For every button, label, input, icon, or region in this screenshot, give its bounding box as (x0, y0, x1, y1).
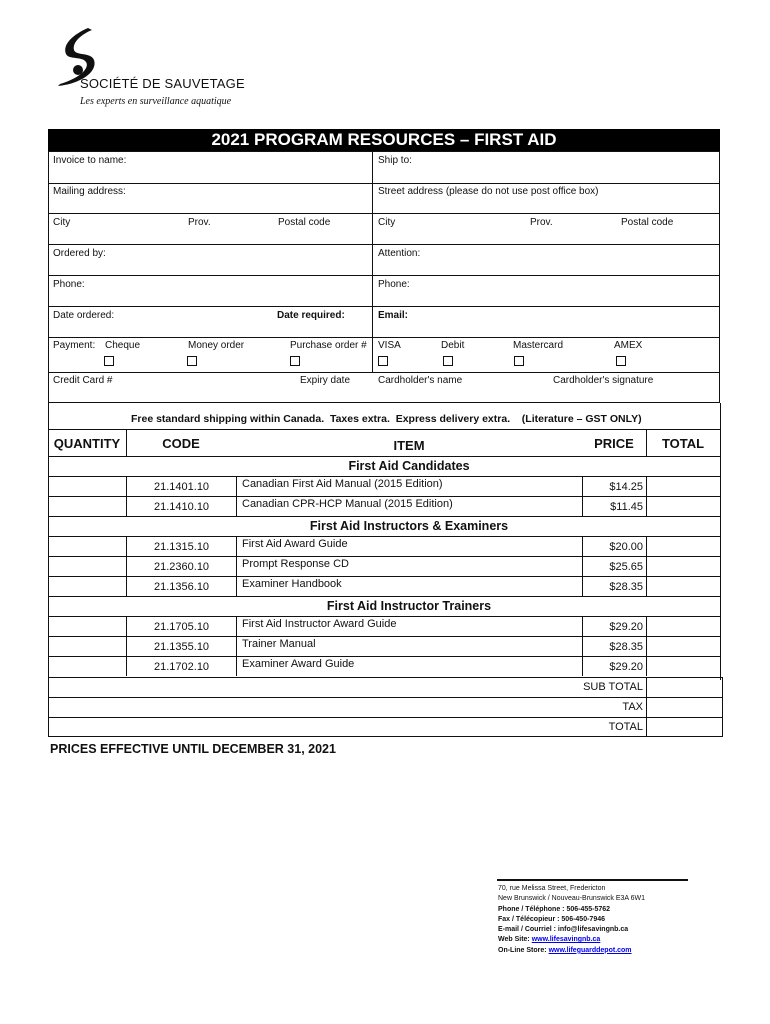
quantity-input[interactable] (48, 536, 126, 556)
cardholder-signature-field[interactable]: Cardholder's signature (553, 375, 654, 386)
item-name: Examiner Handbook (242, 578, 342, 590)
ship-to-field[interactable]: Ship to: (378, 155, 412, 166)
phone-field[interactable]: Phone: (53, 279, 85, 290)
quantity-input[interactable] (48, 656, 126, 676)
city-field[interactable]: City (53, 217, 71, 228)
mastercard-label: Mastercard (513, 340, 564, 351)
quantity-input[interactable] (48, 636, 126, 656)
ship-postal-code-field[interactable]: Postal code (621, 217, 674, 228)
item-price: $28.35 (609, 581, 643, 593)
ship-city-field[interactable]: City (378, 217, 396, 228)
item-code: 21.1355.10 (154, 641, 210, 653)
item-price: $25.65 (609, 561, 643, 573)
date-required-field[interactable]: Date required: (277, 310, 345, 321)
contact-email: E-mail / Courriel : info@lifesavingnb.ca (498, 926, 629, 934)
item-price: $28.35 (609, 641, 643, 653)
line-total-input[interactable] (646, 616, 720, 636)
item-code: 21.1705.10 (154, 621, 210, 633)
line-total-input[interactable] (646, 476, 720, 496)
contact-block (498, 884, 645, 956)
page-title: 2021 PROGRAM RESOURCES – FIRST AID (211, 130, 557, 149)
contact-address-2: New Brunswick / Nouveau-Brunswick E3A 6W1 (498, 895, 646, 903)
online-store-label: On-Line Store: (498, 946, 549, 954)
section-title: First Aid Instructor Trainers (326, 599, 492, 613)
postal-code-field[interactable]: Postal code (278, 217, 331, 228)
quantity-input[interactable] (48, 476, 126, 496)
contact-phone: Phone / Téléphone : 506-455-5762 (498, 905, 611, 913)
money-order-label: Money order (188, 340, 245, 351)
item-name: Canadian First Aid Manual (2015 Edition) (242, 478, 443, 490)
item-code: 21.1401.10 (154, 481, 210, 493)
ordered-by-field[interactable]: Ordered by: (53, 248, 106, 259)
visa-checkbox[interactable] (378, 356, 388, 366)
logo-tagline: Les experts en surveillance aquatique (80, 96, 232, 107)
visa-label: VISA (378, 340, 401, 351)
web-site-link[interactable]: www.lifesavingnb.ca (531, 936, 601, 944)
cheque-checkbox[interactable] (104, 356, 114, 366)
invoice-to-field[interactable]: Invoice to name: (53, 155, 127, 166)
line-total-input[interactable] (646, 496, 720, 516)
shipping-note: Free standard shipping within Canada. Taxes extra. Express delivery extra. (Literature – GST ONLY) (131, 413, 642, 425)
tax-label: TAX (622, 701, 643, 713)
item-price: $20.00 (609, 541, 643, 553)
ship-prov-field[interactable]: Prov. (530, 217, 553, 228)
expiry-date-field[interactable]: Expiry date (300, 375, 351, 386)
item-code: 21.1410.10 (154, 501, 210, 513)
debit-checkbox[interactable] (443, 356, 453, 366)
payment-label: Payment: (53, 340, 96, 351)
item-name: Trainer Manual (242, 638, 316, 650)
line-total-input[interactable] (646, 556, 720, 576)
item-name: Canadian CPR-HCP Manual (2015 Edition) (242, 498, 453, 510)
quantity-input[interactable] (48, 496, 126, 516)
cheque-label: Cheque (105, 340, 141, 351)
item-code: 21.1315.10 (154, 541, 210, 553)
section-title: First Aid Candidates (348, 459, 470, 473)
item-price: $29.20 (609, 621, 643, 633)
purchase-order-label: Purchase order # (290, 340, 367, 351)
item-price: $29.20 (609, 661, 643, 673)
amex-label: AMEX (614, 340, 643, 351)
purchase-order-checkbox[interactable] (290, 356, 300, 366)
mastercard-checkbox[interactable] (514, 356, 524, 366)
item-code: 21.1702.10 (154, 661, 210, 673)
col-header-total: TOTAL (661, 436, 705, 451)
col-header-price: PRICE (594, 436, 634, 451)
web-site-label: Web Site: (498, 936, 532, 944)
line-total-input[interactable] (646, 636, 720, 656)
mailing-address-field[interactable]: Mailing address: (53, 186, 126, 197)
item-price: $14.25 (609, 481, 643, 493)
email-field[interactable]: Email: (378, 310, 409, 321)
logo (48, 26, 245, 114)
logo-org-name: SOCIÉTÉ DE SAUVETAGE (80, 76, 245, 91)
cardholder-name-field[interactable]: Cardholder's name (378, 375, 463, 386)
amex-checkbox[interactable] (616, 356, 626, 366)
attention-field[interactable]: Attention: (378, 248, 421, 259)
online-store-link[interactable]: www.lifeguarddepot.com (548, 946, 632, 954)
date-ordered-field[interactable]: Date ordered: (53, 310, 115, 321)
line-total-input[interactable] (646, 536, 720, 556)
contact-address-1: 70, rue Melissa Street, Fredericton (498, 885, 606, 892)
item-price: $11.45 (610, 501, 643, 513)
line-total-input[interactable] (646, 656, 720, 676)
col-header-item: ITEM (393, 438, 425, 453)
item-name: Prompt Response CD (242, 558, 349, 570)
contact-rule (497, 879, 688, 881)
quantity-input[interactable] (48, 616, 126, 636)
prov-field[interactable]: Prov. (188, 217, 211, 228)
total-label: TOTAL (608, 721, 643, 733)
line-total-input[interactable] (646, 576, 720, 596)
subtotal-label: SUB TOTAL (583, 681, 643, 693)
col-header-code: CODE (162, 436, 200, 451)
quantity-input[interactable] (48, 556, 126, 576)
item-name: Examiner Award Guide (242, 658, 355, 670)
money-order-checkbox[interactable] (187, 356, 197, 366)
item-code: 21.1356.10 (154, 581, 210, 593)
item-name: First Aid Award Guide (242, 538, 348, 550)
street-address-field[interactable]: Street address (please do not use post office box) (378, 186, 599, 197)
quantity-input[interactable] (48, 576, 126, 596)
item-code: 21.2360.10 (154, 561, 210, 573)
prices-effective: PRICES EFFECTIVE UNTIL DECEMBER 31, 2021 (50, 742, 336, 756)
credit-card-field[interactable]: Credit Card # (53, 375, 113, 386)
contact-fax: Fax / Télécopieur : 506-450-7946 (498, 915, 605, 923)
col-header-quantity: QUANTITY (53, 436, 121, 451)
item-name: First Aid Instructor Award Guide (242, 618, 397, 630)
ship-phone-field[interactable]: Phone: (378, 279, 410, 290)
debit-label: Debit (441, 340, 465, 351)
section-title: First Aid Instructors & Examiners (309, 519, 509, 533)
